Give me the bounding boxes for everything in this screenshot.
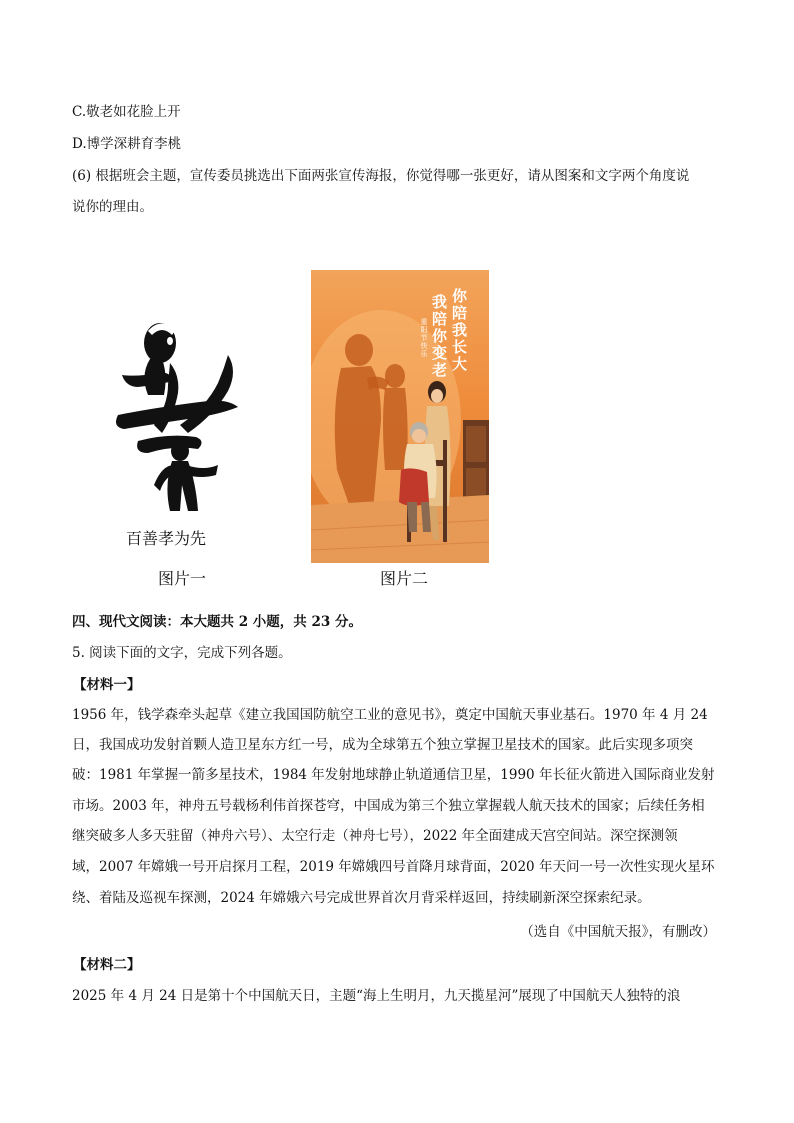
material-1-line: 继突破多人多天驻留（神舟六号）、太空行走（神舟七号），2022 年全面建成天宫空间站。深空探测领 [72,828,678,844]
filial-calligraphy-icon [78,315,248,520]
poster-two-text-col1: 你陪我长大 [450,288,468,373]
poster-two-image [311,270,489,563]
poster-two-caption: 图片二 [380,569,429,588]
option-c: C.敬老如花脸上开 [72,104,181,120]
poster-one-image [78,315,248,520]
section-4-heading: 四、现代文阅读：本大题共 2 小题，共 23 分。 [72,614,362,630]
material-1-line: 日，我国成功发射首颗人造卫星东方红一号，成为全球第五个独立掌握卫星技术的国家。此后实现多项突 [72,737,693,753]
material-2-label: 【材料二】 [73,957,141,973]
material-1-line: 破：1981 年掌握一箭多星技术，1984 年发射地球静止轨道通信卫星，1990 年长征火箭进入国际商业发射 [72,767,715,783]
material-1-label: 【材料一】 [73,677,141,693]
question-5-intro: 5. 阅读下面的文字，完成下列各题。 [72,645,292,661]
material-1-line: 1956 年，钱学森牵头起草《建立我国国防航空工业的意见书》，奠定中国航天事业基石。1970 年 4 月 24 [72,707,708,723]
poster-two-text-col2: 我陪你变老 [430,294,448,379]
option-d: D.博学深耕育李桃 [72,136,182,152]
question-6-line-1: (6) 根据班会主题，宣传委员挑选出下面两张宣传海报，你觉得哪一张更好，请从图案和文字两个角度说 [72,168,690,184]
question-6-line-2: 说你的理由。 [72,199,153,215]
material-2-line: 2025 年 4 月 24 日是第十个中国航天日，主题“海上生明月，九天揽星河”展现了中国航天人独特的浪 [72,988,681,1004]
poster-one-slogan: 百善孝为先 [126,529,207,548]
material-1-line: 绕、着陆及巡视车探测，2024 年嫦娥六号完成世界首次月背采样返回，持续刷新深空探索纪录。 [72,890,651,906]
poster-two-small-text: 重阳节快乐 [420,318,428,358]
poster-one-caption: 图片一 [158,569,207,588]
material-1-source: （选自《中国航天报》，有删改） [520,924,716,940]
material-1-line: 市场。2003 年，神舟五号载杨利伟首探苍穹，中国成为第三个独立掌握载人航天技术的国家；后续任务相 [72,798,705,814]
material-1-line: 域，2007 年嫦娥一号开启探月工程，2019 年嫦娥四号首降月球背面，2020 年天问一号一次性实现火星环 [72,859,715,875]
